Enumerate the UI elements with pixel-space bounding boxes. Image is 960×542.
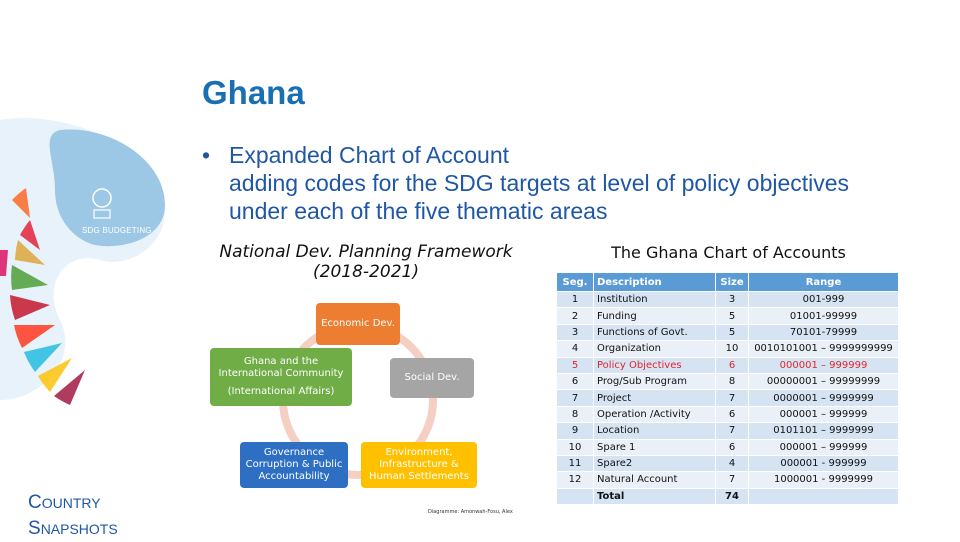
total-label: Total bbox=[594, 488, 716, 504]
sdg-wheel-graphic bbox=[0, 100, 200, 420]
table-row bbox=[557, 472, 899, 488]
cell-description: Institution bbox=[594, 292, 716, 308]
cell-seg: 6 bbox=[557, 373, 594, 389]
framework-title-line2: (2018-2021) bbox=[313, 262, 419, 282]
node-international-affairs bbox=[210, 348, 352, 406]
table-row bbox=[557, 324, 899, 340]
cell-description: Policy Objectives bbox=[594, 357, 716, 373]
cell-range: 1000001 - 9999999 bbox=[749, 472, 899, 488]
cell-description: Spare2 bbox=[594, 455, 716, 471]
cell-description: Funding bbox=[594, 308, 716, 324]
bullet-line: under each of the five thematic areas bbox=[229, 198, 608, 224]
total-size: 74 bbox=[716, 488, 749, 504]
node-social-dev: Social Dev. bbox=[390, 358, 474, 398]
cell-seg-empty bbox=[557, 488, 594, 504]
cell-size: 7 bbox=[716, 390, 749, 406]
cell-seg: 2 bbox=[557, 308, 594, 324]
slide-title: Ghana bbox=[202, 74, 305, 111]
bullet-marker: • bbox=[202, 142, 211, 168]
cell-seg: 9 bbox=[557, 423, 594, 439]
table-row bbox=[557, 292, 899, 308]
cell-range: 0000001 – 9999999 bbox=[749, 390, 899, 406]
cell-seg: 11 bbox=[557, 455, 594, 471]
col-header-seg: Seg. bbox=[557, 273, 594, 292]
table-row bbox=[557, 439, 899, 455]
cell-range: 001-999 bbox=[749, 292, 899, 308]
cell-size: 5 bbox=[716, 308, 749, 324]
cell-seg: 7 bbox=[557, 390, 594, 406]
section-label bbox=[28, 490, 118, 542]
cell-description: Project bbox=[594, 390, 716, 406]
cell-description: Operation /Activity bbox=[594, 406, 716, 422]
cell-size: 6 bbox=[716, 406, 749, 422]
cell-size: 5 bbox=[716, 324, 749, 340]
chart-of-accounts bbox=[556, 243, 901, 518]
table-row bbox=[557, 455, 899, 471]
cell-seg: 10 bbox=[557, 439, 594, 455]
cell-size: 4 bbox=[716, 455, 749, 471]
table-row bbox=[557, 373, 899, 389]
cell-seg: 5 bbox=[557, 357, 594, 373]
section-label-country bbox=[28, 490, 118, 516]
table-total-row bbox=[557, 488, 899, 504]
cell-range: 0101101 – 9999999 bbox=[749, 423, 899, 439]
node-ghana-line2: International Community bbox=[218, 368, 344, 379]
node-ghana-line1: Ghana and the bbox=[243, 356, 319, 367]
cell-size: 3 bbox=[716, 292, 749, 308]
node-environment: Environment, Infrastructure & Human Settlements bbox=[361, 442, 477, 488]
cell-size: 6 bbox=[716, 357, 749, 373]
framework-title-line1: National Dev. Planning Framework bbox=[219, 242, 513, 262]
cell-description: Natural Account bbox=[594, 472, 716, 488]
cell-description: Organization bbox=[594, 341, 716, 357]
bullet-line: Expanded Chart of Account bbox=[229, 142, 510, 168]
snapshots-initial: S bbox=[28, 518, 41, 539]
cell-size: 7 bbox=[716, 423, 749, 439]
cell-range: 01001-99999 bbox=[749, 308, 899, 324]
country-rest: OUNTRY bbox=[41, 495, 101, 511]
cell-seg: 3 bbox=[557, 324, 594, 340]
cell-size: 10 bbox=[716, 341, 749, 357]
cell-description: Prog/Sub Program bbox=[594, 373, 716, 389]
cell-range: 000001 – 999999 bbox=[749, 406, 899, 422]
coa-header-row bbox=[557, 273, 899, 292]
col-header-size: Size bbox=[716, 273, 749, 292]
coa-table bbox=[556, 272, 899, 505]
snapshots-rest: NAPSHOTS bbox=[40, 521, 118, 537]
table-row bbox=[557, 423, 899, 439]
cell-size: 7 bbox=[716, 472, 749, 488]
country-initial: C bbox=[28, 492, 42, 513]
planning-framework-diagram bbox=[210, 240, 540, 520]
bullet-line: adding codes for the SDG targets at level of policy objectives bbox=[229, 170, 850, 196]
cell-seg: 8 bbox=[557, 406, 594, 422]
cell-seg: 4 bbox=[557, 341, 594, 357]
table-row bbox=[557, 308, 899, 324]
cell-size: 6 bbox=[716, 439, 749, 455]
table-row bbox=[557, 357, 899, 373]
col-header-range: Range bbox=[749, 273, 899, 292]
cell-range: 000001 – 999999 bbox=[749, 357, 899, 373]
bullet-text bbox=[229, 141, 949, 225]
cell-range: 000001 – 999999 bbox=[749, 439, 899, 455]
table-row bbox=[557, 390, 899, 406]
cell-description: Spare 1 bbox=[594, 439, 716, 455]
sdg-budgeting-logo-label: SDG BUDGETING bbox=[82, 226, 152, 235]
section-label-snapshots bbox=[28, 516, 118, 542]
cell-range: 000001 - 999999 bbox=[749, 455, 899, 471]
node-ghana-line3: (International Affairs) bbox=[227, 386, 335, 397]
cell-description: Functions of Govt. bbox=[594, 324, 716, 340]
cell-seg: 12 bbox=[557, 472, 594, 488]
table-row bbox=[557, 406, 899, 422]
coa-title: The Ghana Chart of Accounts bbox=[611, 243, 846, 262]
col-header-description: Description bbox=[594, 273, 716, 292]
cell-range: 0010101001 – 9999999999 bbox=[749, 341, 899, 357]
cell-range: 70101-79999 bbox=[749, 324, 899, 340]
table-row bbox=[557, 341, 899, 357]
diagram-credit: Diagramme: Amonwah-Fosu, Alex bbox=[428, 509, 513, 515]
cell-range: 00000001 – 99999999 bbox=[749, 373, 899, 389]
cell-size: 8 bbox=[716, 373, 749, 389]
node-economic-dev: Economic Dev. bbox=[316, 303, 400, 345]
cell-seg: 1 bbox=[557, 292, 594, 308]
cell-description: Location bbox=[594, 423, 716, 439]
node-governance: Governance Corruption & Public Accountability bbox=[240, 442, 348, 488]
cell-range-empty bbox=[749, 488, 899, 504]
